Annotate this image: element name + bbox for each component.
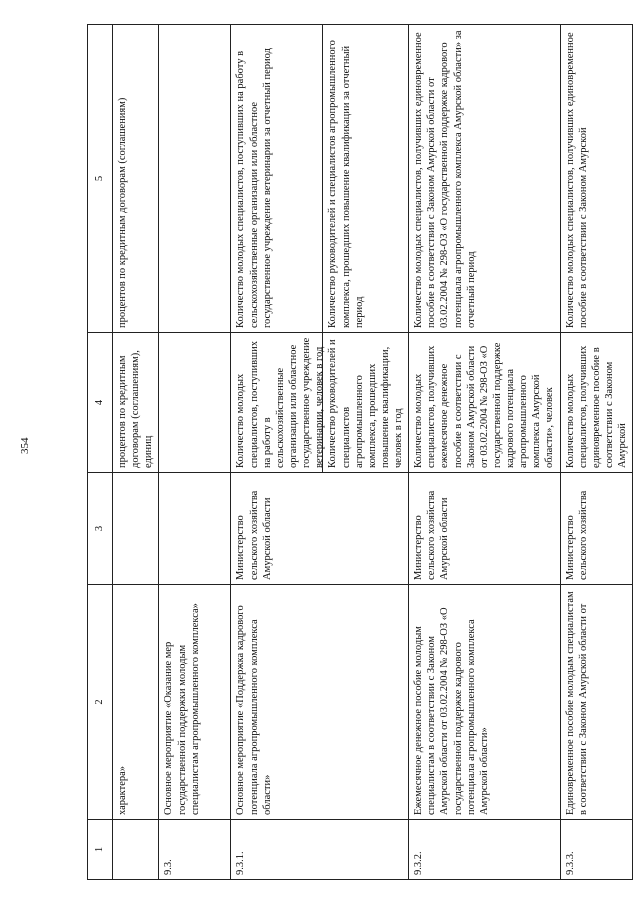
measure-name: Основное мероприятие «Оказание мер государственной поддержки молодым специалистам агропромышленного комплекса» [159, 585, 231, 820]
measure-name: Ежемесячное денежное пособие молодым специалистам в соответствии с Законом Амурской области от 03.02.2004 № 298-ОЗ «О государственной поддержке кадрового потенциала агропромышленного комплекса Амурской области» [409, 585, 560, 820]
indicator-col5 [159, 25, 231, 333]
row-number: 9.3.1. [231, 820, 409, 880]
row-number: 9.3.3. [560, 820, 633, 880]
indicator-entry: Количество молодых специалистов, поступивших на работу в сельскохозяйственные организации или областное государственное учреждение ветеринарии за отчетный период [235, 48, 273, 328]
measures-table [87, 24, 633, 880]
table-row [113, 25, 159, 880]
table-row [231, 25, 409, 880]
indicator-col4: Количество молодых специалистов, получивших ежемесячное денежное пособие в соответствии с Законом Амурской области от 03.02.2004 № 298-ОЗ «О государственной поддержке кадрового потенциала агропромышленного комплекса Амурской области», человек [409, 333, 560, 473]
indicator-entry: Количество молодых специалистов, поступивших на работу в сельскохозяйственные организации или областное государственное учреждение ветеринарии, человек в год [235, 337, 326, 468]
table-row [159, 25, 231, 880]
indicator-col4 [159, 333, 231, 473]
header-cell: 3 [88, 473, 113, 585]
responsible-agency [113, 473, 159, 585]
indicator-col5: процентов по кредитным договорам (соглашениям) [113, 25, 159, 333]
indicator-col4: Количество молодых специалистов, получивших единовременное пособие в соответствии с Законом Амурской [560, 333, 633, 473]
header-cell: 1 [88, 820, 113, 880]
measure-name: характера» [113, 585, 159, 820]
header-cell: 4 [88, 333, 113, 473]
header-row [88, 25, 113, 880]
indicator-entry: Количество руководителей и специалистов агропромышленного комплекса, прошедших повышение квалификации за отчетный период [322, 25, 368, 332]
header-cell: 5 [88, 25, 113, 333]
page-number: 354 [19, 437, 31, 454]
indicator-col4: процентов по кредитным договорам (соглашениям), единиц [113, 333, 159, 473]
responsible-agency: Министерство сельского хозяйства [560, 473, 633, 585]
rotated-page [87, 25, 628, 880]
table-row [409, 25, 560, 880]
responsible-agency: Министерство сельского хозяйства Амурской области [231, 473, 409, 585]
row-number [113, 820, 159, 880]
header-cell: 2 [88, 585, 113, 820]
indicator-col4 [231, 333, 409, 473]
indicator-entry: Количество руководителей и специалистов агропромышленного комплекса, прошедших повышение квалификации, человек в год [322, 333, 408, 472]
indicator-col5: Количество молодых специалистов, получивших единовременное пособие в соответствии с Законом Амурской [560, 25, 633, 333]
indicator-col5: Количество молодых специалистов, получивших единовременное пособие в соответствии с Законом Амурской области от 03.02.2004 № 298-ОЗ «О государственной поддержке кадрового потенциала агропромышленного комплекса Амурской области» за отчетный период [409, 25, 560, 333]
table-row [560, 25, 633, 880]
row-number: 9.3.2. [409, 820, 560, 880]
responsible-agency: Министерство сельского хозяйства Амурской области [409, 473, 560, 585]
row-number: 9.3. [159, 820, 231, 880]
measure-name: Единовременное пособие молодым специалистам в соответствии с Законом Амурской области от [560, 585, 633, 820]
responsible-agency [159, 473, 231, 585]
measure-name: Основное мероприятие «Поддержка кадрового потенциала агропромышленного комплекса области» [231, 585, 409, 820]
indicator-col5 [231, 25, 409, 333]
